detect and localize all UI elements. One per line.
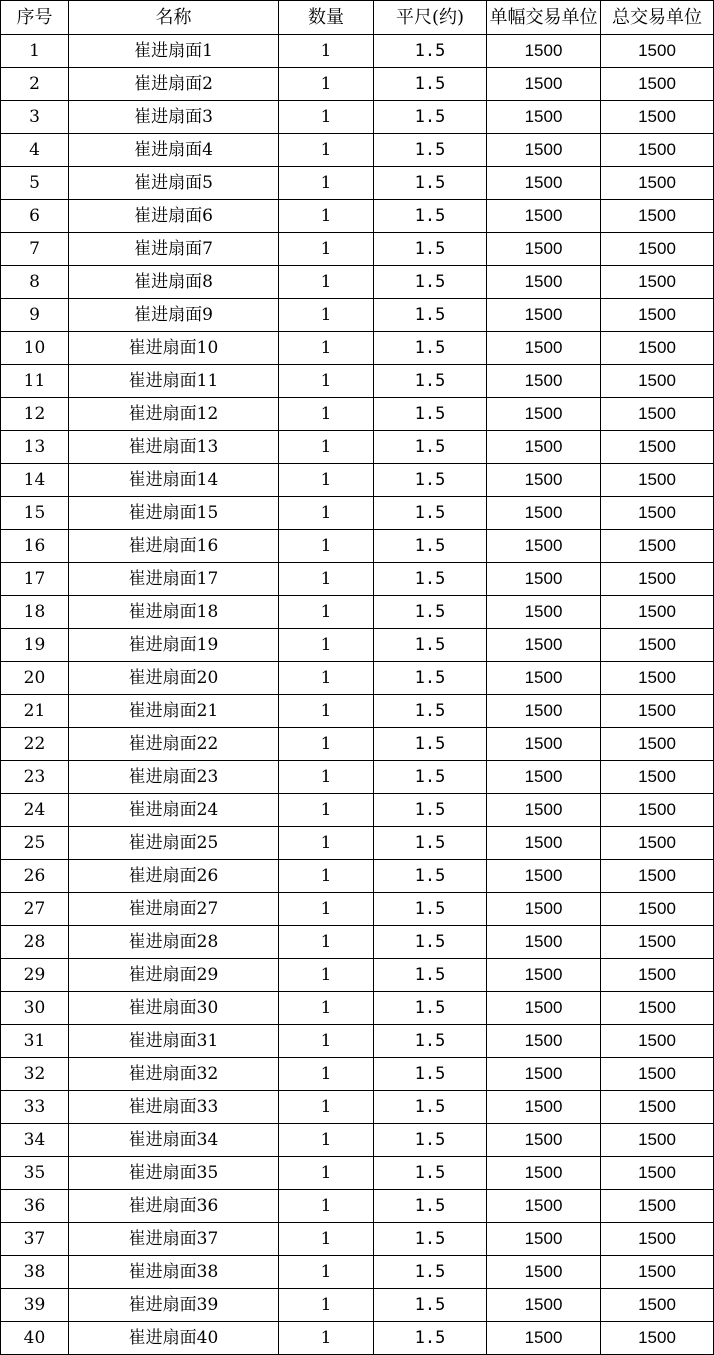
cell-quantity: 1 bbox=[279, 299, 374, 332]
cell-name: 崔进扇面21 bbox=[69, 695, 279, 728]
cell-total-price: 1500 bbox=[601, 695, 714, 728]
cell-size: 1.5 bbox=[374, 266, 487, 299]
table-row bbox=[1, 1025, 714, 1058]
cell-total-price: 1500 bbox=[601, 233, 714, 266]
cell-total-price: 1500 bbox=[601, 596, 714, 629]
cell-size: 1.5 bbox=[374, 233, 487, 266]
cell-name: 崔进扇面14 bbox=[69, 464, 279, 497]
cell-quantity: 1 bbox=[279, 893, 374, 926]
cell-seq: 1 bbox=[1, 35, 69, 68]
table-row bbox=[1, 464, 714, 497]
cell-total-price: 1500 bbox=[601, 167, 714, 200]
cell-unit-price: 1500 bbox=[487, 167, 601, 200]
cell-name: 崔进扇面33 bbox=[69, 1091, 279, 1124]
cell-name: 崔进扇面26 bbox=[69, 860, 279, 893]
table-row bbox=[1, 761, 714, 794]
cell-name: 崔进扇面18 bbox=[69, 596, 279, 629]
cell-seq: 23 bbox=[1, 761, 69, 794]
cell-seq: 39 bbox=[1, 1289, 69, 1322]
cell-name: 崔进扇面22 bbox=[69, 728, 279, 761]
table-row bbox=[1, 596, 714, 629]
cell-name: 崔进扇面1 bbox=[69, 35, 279, 68]
table-row bbox=[1, 827, 714, 860]
cell-quantity: 1 bbox=[279, 728, 374, 761]
cell-seq: 35 bbox=[1, 1157, 69, 1190]
cell-seq: 21 bbox=[1, 695, 69, 728]
cell-quantity: 1 bbox=[279, 992, 374, 1025]
table-row bbox=[1, 563, 714, 596]
cell-quantity: 1 bbox=[279, 233, 374, 266]
cell-total-price: 1500 bbox=[601, 1124, 714, 1157]
cell-total-price: 1500 bbox=[601, 200, 714, 233]
table-row bbox=[1, 101, 714, 134]
cell-unit-price: 1500 bbox=[487, 365, 601, 398]
cell-name: 崔进扇面27 bbox=[69, 893, 279, 926]
table-row bbox=[1, 695, 714, 728]
cell-size: 1.5 bbox=[374, 695, 487, 728]
cell-name: 崔进扇面31 bbox=[69, 1025, 279, 1058]
cell-size: 1.5 bbox=[374, 1190, 487, 1223]
cell-quantity: 1 bbox=[279, 365, 374, 398]
cell-size: 1.5 bbox=[374, 68, 487, 101]
cell-seq: 4 bbox=[1, 134, 69, 167]
cell-size: 1.5 bbox=[374, 1025, 487, 1058]
cell-unit-price: 1500 bbox=[487, 596, 601, 629]
cell-quantity: 1 bbox=[279, 794, 374, 827]
header-quantity: 数量 bbox=[279, 1, 374, 35]
cell-unit-price: 1500 bbox=[487, 101, 601, 134]
cell-quantity: 1 bbox=[279, 431, 374, 464]
cell-seq: 11 bbox=[1, 365, 69, 398]
cell-unit-price: 1500 bbox=[487, 1190, 601, 1223]
cell-unit-price: 1500 bbox=[487, 134, 601, 167]
cell-quantity: 1 bbox=[279, 827, 374, 860]
cell-name: 崔进扇面17 bbox=[69, 563, 279, 596]
cell-size: 1.5 bbox=[374, 926, 487, 959]
cell-seq: 19 bbox=[1, 629, 69, 662]
table-row bbox=[1, 299, 714, 332]
cell-total-price: 1500 bbox=[601, 761, 714, 794]
cell-total-price: 1500 bbox=[601, 662, 714, 695]
cell-size: 1.5 bbox=[374, 365, 487, 398]
cell-total-price: 1500 bbox=[601, 563, 714, 596]
header-unit-price: 单幅交易单位 bbox=[487, 1, 601, 35]
table-row bbox=[1, 134, 714, 167]
cell-unit-price: 1500 bbox=[487, 959, 601, 992]
table-body bbox=[1, 35, 714, 1355]
table-header-row bbox=[1, 1, 714, 35]
table-row bbox=[1, 497, 714, 530]
cell-unit-price: 1500 bbox=[487, 860, 601, 893]
cell-total-price: 1500 bbox=[601, 1058, 714, 1091]
cell-quantity: 1 bbox=[279, 629, 374, 662]
cell-unit-price: 1500 bbox=[487, 398, 601, 431]
cell-seq: 2 bbox=[1, 68, 69, 101]
cell-size: 1.5 bbox=[374, 1289, 487, 1322]
cell-total-price: 1500 bbox=[601, 959, 714, 992]
table-row bbox=[1, 893, 714, 926]
cell-unit-price: 1500 bbox=[487, 431, 601, 464]
cell-size: 1.5 bbox=[374, 1124, 487, 1157]
cell-name: 崔进扇面25 bbox=[69, 827, 279, 860]
cell-quantity: 1 bbox=[279, 1256, 374, 1289]
cell-unit-price: 1500 bbox=[487, 563, 601, 596]
cell-size: 1.5 bbox=[374, 1058, 487, 1091]
cell-size: 1.5 bbox=[374, 794, 487, 827]
cell-name: 崔进扇面23 bbox=[69, 761, 279, 794]
cell-size: 1.5 bbox=[374, 299, 487, 332]
cell-total-price: 1500 bbox=[601, 893, 714, 926]
cell-seq: 38 bbox=[1, 1256, 69, 1289]
table-row bbox=[1, 365, 714, 398]
cell-size: 1.5 bbox=[374, 1223, 487, 1256]
cell-quantity: 1 bbox=[279, 1289, 374, 1322]
cell-name: 崔进扇面7 bbox=[69, 233, 279, 266]
table-row bbox=[1, 266, 714, 299]
table-row bbox=[1, 530, 714, 563]
cell-quantity: 1 bbox=[279, 101, 374, 134]
cell-quantity: 1 bbox=[279, 596, 374, 629]
cell-size: 1.5 bbox=[374, 827, 487, 860]
cell-size: 1.5 bbox=[374, 464, 487, 497]
cell-size: 1.5 bbox=[374, 1157, 487, 1190]
cell-size: 1.5 bbox=[374, 563, 487, 596]
cell-unit-price: 1500 bbox=[487, 629, 601, 662]
table-row bbox=[1, 794, 714, 827]
cell-size: 1.5 bbox=[374, 860, 487, 893]
cell-quantity: 1 bbox=[279, 695, 374, 728]
cell-seq: 7 bbox=[1, 233, 69, 266]
cell-unit-price: 1500 bbox=[487, 1058, 601, 1091]
cell-unit-price: 1500 bbox=[487, 662, 601, 695]
cell-name: 崔进扇面36 bbox=[69, 1190, 279, 1223]
table-row bbox=[1, 728, 714, 761]
cell-total-price: 1500 bbox=[601, 431, 714, 464]
cell-total-price: 1500 bbox=[601, 464, 714, 497]
table-row bbox=[1, 431, 714, 464]
cell-quantity: 1 bbox=[279, 68, 374, 101]
table-row bbox=[1, 1058, 714, 1091]
cell-name: 崔进扇面24 bbox=[69, 794, 279, 827]
cell-seq: 37 bbox=[1, 1223, 69, 1256]
cell-total-price: 1500 bbox=[601, 530, 714, 563]
table-row bbox=[1, 992, 714, 1025]
cell-total-price: 1500 bbox=[601, 926, 714, 959]
cell-unit-price: 1500 bbox=[487, 266, 601, 299]
cell-total-price: 1500 bbox=[601, 1289, 714, 1322]
cell-seq: 9 bbox=[1, 299, 69, 332]
cell-quantity: 1 bbox=[279, 167, 374, 200]
cell-seq: 5 bbox=[1, 167, 69, 200]
cell-total-price: 1500 bbox=[601, 398, 714, 431]
cell-total-price: 1500 bbox=[601, 332, 714, 365]
cell-unit-price: 1500 bbox=[487, 1025, 601, 1058]
cell-total-price: 1500 bbox=[601, 101, 714, 134]
cell-unit-price: 1500 bbox=[487, 497, 601, 530]
cell-total-price: 1500 bbox=[601, 68, 714, 101]
cell-name: 崔进扇面28 bbox=[69, 926, 279, 959]
cell-name: 崔进扇面34 bbox=[69, 1124, 279, 1157]
cell-total-price: 1500 bbox=[601, 1157, 714, 1190]
cell-total-price: 1500 bbox=[601, 1091, 714, 1124]
cell-name: 崔进扇面11 bbox=[69, 365, 279, 398]
cell-name: 崔进扇面2 bbox=[69, 68, 279, 101]
cell-seq: 40 bbox=[1, 1322, 69, 1355]
cell-size: 1.5 bbox=[374, 893, 487, 926]
cell-quantity: 1 bbox=[279, 926, 374, 959]
table-row bbox=[1, 1223, 714, 1256]
table-row bbox=[1, 1256, 714, 1289]
table-row bbox=[1, 233, 714, 266]
cell-name: 崔进扇面12 bbox=[69, 398, 279, 431]
cell-quantity: 1 bbox=[279, 1091, 374, 1124]
cell-name: 崔进扇面38 bbox=[69, 1256, 279, 1289]
cell-name: 崔进扇面15 bbox=[69, 497, 279, 530]
cell-quantity: 1 bbox=[279, 761, 374, 794]
cell-total-price: 1500 bbox=[601, 134, 714, 167]
cell-quantity: 1 bbox=[279, 35, 374, 68]
cell-size: 1.5 bbox=[374, 332, 487, 365]
cell-name: 崔进扇面3 bbox=[69, 101, 279, 134]
cell-size: 1.5 bbox=[374, 959, 487, 992]
cell-unit-price: 1500 bbox=[487, 1322, 601, 1355]
cell-unit-price: 1500 bbox=[487, 827, 601, 860]
cell-seq: 32 bbox=[1, 1058, 69, 1091]
cell-total-price: 1500 bbox=[601, 1256, 714, 1289]
cell-quantity: 1 bbox=[279, 497, 374, 530]
cell-size: 1.5 bbox=[374, 629, 487, 662]
cell-total-price: 1500 bbox=[601, 827, 714, 860]
cell-size: 1.5 bbox=[374, 761, 487, 794]
cell-unit-price: 1500 bbox=[487, 761, 601, 794]
cell-quantity: 1 bbox=[279, 1190, 374, 1223]
cell-seq: 17 bbox=[1, 563, 69, 596]
cell-quantity: 1 bbox=[279, 200, 374, 233]
table-row bbox=[1, 167, 714, 200]
cell-quantity: 1 bbox=[279, 464, 374, 497]
cell-quantity: 1 bbox=[279, 563, 374, 596]
cell-size: 1.5 bbox=[374, 992, 487, 1025]
cell-seq: 27 bbox=[1, 893, 69, 926]
cell-unit-price: 1500 bbox=[487, 728, 601, 761]
cell-name: 崔进扇面16 bbox=[69, 530, 279, 563]
cell-name: 崔进扇面29 bbox=[69, 959, 279, 992]
cell-seq: 16 bbox=[1, 530, 69, 563]
cell-quantity: 1 bbox=[279, 1025, 374, 1058]
cell-total-price: 1500 bbox=[601, 728, 714, 761]
table-row bbox=[1, 1322, 714, 1355]
cell-unit-price: 1500 bbox=[487, 1157, 601, 1190]
cell-quantity: 1 bbox=[279, 959, 374, 992]
cell-seq: 22 bbox=[1, 728, 69, 761]
cell-name: 崔进扇面19 bbox=[69, 629, 279, 662]
cell-quantity: 1 bbox=[279, 530, 374, 563]
cell-seq: 8 bbox=[1, 266, 69, 299]
cell-quantity: 1 bbox=[279, 662, 374, 695]
cell-size: 1.5 bbox=[374, 431, 487, 464]
cell-unit-price: 1500 bbox=[487, 794, 601, 827]
cell-total-price: 1500 bbox=[601, 1322, 714, 1355]
cell-name: 崔进扇面10 bbox=[69, 332, 279, 365]
cell-quantity: 1 bbox=[279, 266, 374, 299]
table-row bbox=[1, 1289, 714, 1322]
cell-total-price: 1500 bbox=[601, 266, 714, 299]
cell-size: 1.5 bbox=[374, 662, 487, 695]
cell-name: 崔进扇面30 bbox=[69, 992, 279, 1025]
cell-size: 1.5 bbox=[374, 398, 487, 431]
cell-quantity: 1 bbox=[279, 860, 374, 893]
cell-total-price: 1500 bbox=[601, 1190, 714, 1223]
cell-total-price: 1500 bbox=[601, 860, 714, 893]
header-seq: 序号 bbox=[1, 1, 69, 35]
table-row bbox=[1, 860, 714, 893]
cell-total-price: 1500 bbox=[601, 1025, 714, 1058]
cell-unit-price: 1500 bbox=[487, 200, 601, 233]
cell-total-price: 1500 bbox=[601, 365, 714, 398]
cell-unit-price: 1500 bbox=[487, 926, 601, 959]
cell-quantity: 1 bbox=[279, 1157, 374, 1190]
cell-seq: 10 bbox=[1, 332, 69, 365]
header-total-price: 总交易单位 bbox=[601, 1, 714, 35]
cell-size: 1.5 bbox=[374, 101, 487, 134]
cell-name: 崔进扇面6 bbox=[69, 200, 279, 233]
cell-unit-price: 1500 bbox=[487, 1223, 601, 1256]
table-row bbox=[1, 1190, 714, 1223]
cell-size: 1.5 bbox=[374, 1322, 487, 1355]
cell-size: 1.5 bbox=[374, 530, 487, 563]
cell-total-price: 1500 bbox=[601, 629, 714, 662]
cell-name: 崔进扇面20 bbox=[69, 662, 279, 695]
table-row bbox=[1, 68, 714, 101]
cell-seq: 12 bbox=[1, 398, 69, 431]
cell-name: 崔进扇面40 bbox=[69, 1322, 279, 1355]
cell-seq: 36 bbox=[1, 1190, 69, 1223]
cell-name: 崔进扇面37 bbox=[69, 1223, 279, 1256]
cell-total-price: 1500 bbox=[601, 794, 714, 827]
cell-size: 1.5 bbox=[374, 200, 487, 233]
table-row bbox=[1, 1157, 714, 1190]
cell-size: 1.5 bbox=[374, 167, 487, 200]
cell-total-price: 1500 bbox=[601, 1223, 714, 1256]
cell-name: 崔进扇面5 bbox=[69, 167, 279, 200]
table-row bbox=[1, 200, 714, 233]
cell-size: 1.5 bbox=[374, 35, 487, 68]
cell-unit-price: 1500 bbox=[487, 68, 601, 101]
cell-quantity: 1 bbox=[279, 134, 374, 167]
cell-name: 崔进扇面4 bbox=[69, 134, 279, 167]
cell-seq: 20 bbox=[1, 662, 69, 695]
table-row bbox=[1, 332, 714, 365]
cell-total-price: 1500 bbox=[601, 299, 714, 332]
cell-size: 1.5 bbox=[374, 134, 487, 167]
table-row bbox=[1, 1091, 714, 1124]
cell-seq: 3 bbox=[1, 101, 69, 134]
cell-seq: 15 bbox=[1, 497, 69, 530]
cell-unit-price: 1500 bbox=[487, 530, 601, 563]
cell-unit-price: 1500 bbox=[487, 695, 601, 728]
cell-unit-price: 1500 bbox=[487, 992, 601, 1025]
cell-unit-price: 1500 bbox=[487, 464, 601, 497]
cell-unit-price: 1500 bbox=[487, 233, 601, 266]
table-row bbox=[1, 959, 714, 992]
table-row bbox=[1, 398, 714, 431]
cell-quantity: 1 bbox=[279, 1058, 374, 1091]
header-size: 平尺(约) bbox=[374, 1, 487, 35]
cell-unit-price: 1500 bbox=[487, 332, 601, 365]
cell-seq: 25 bbox=[1, 827, 69, 860]
cell-quantity: 1 bbox=[279, 1322, 374, 1355]
table-row bbox=[1, 662, 714, 695]
cell-seq: 26 bbox=[1, 860, 69, 893]
cell-size: 1.5 bbox=[374, 728, 487, 761]
cell-total-price: 1500 bbox=[601, 35, 714, 68]
cell-seq: 34 bbox=[1, 1124, 69, 1157]
cell-name: 崔进扇面35 bbox=[69, 1157, 279, 1190]
cell-unit-price: 1500 bbox=[487, 1289, 601, 1322]
cell-quantity: 1 bbox=[279, 332, 374, 365]
cell-seq: 13 bbox=[1, 431, 69, 464]
header-name: 名称 bbox=[69, 1, 279, 35]
cell-unit-price: 1500 bbox=[487, 893, 601, 926]
cell-name: 崔进扇面32 bbox=[69, 1058, 279, 1091]
cell-quantity: 1 bbox=[279, 1223, 374, 1256]
cell-unit-price: 1500 bbox=[487, 299, 601, 332]
cell-name: 崔进扇面8 bbox=[69, 266, 279, 299]
cell-unit-price: 1500 bbox=[487, 1256, 601, 1289]
cell-seq: 18 bbox=[1, 596, 69, 629]
cell-total-price: 1500 bbox=[601, 992, 714, 1025]
cell-name: 崔进扇面9 bbox=[69, 299, 279, 332]
table-row bbox=[1, 35, 714, 68]
cell-seq: 30 bbox=[1, 992, 69, 1025]
cell-seq: 28 bbox=[1, 926, 69, 959]
cell-name: 崔进扇面39 bbox=[69, 1289, 279, 1322]
cell-unit-price: 1500 bbox=[487, 35, 601, 68]
cell-size: 1.5 bbox=[374, 1091, 487, 1124]
cell-quantity: 1 bbox=[279, 398, 374, 431]
cell-unit-price: 1500 bbox=[487, 1091, 601, 1124]
cell-name: 崔进扇面13 bbox=[69, 431, 279, 464]
cell-seq: 29 bbox=[1, 959, 69, 992]
cell-quantity: 1 bbox=[279, 1124, 374, 1157]
cell-seq: 24 bbox=[1, 794, 69, 827]
cell-seq: 6 bbox=[1, 200, 69, 233]
table-row bbox=[1, 629, 714, 662]
cell-seq: 33 bbox=[1, 1091, 69, 1124]
cell-unit-price: 1500 bbox=[487, 1124, 601, 1157]
table-row bbox=[1, 926, 714, 959]
cell-seq: 14 bbox=[1, 464, 69, 497]
cell-total-price: 1500 bbox=[601, 497, 714, 530]
table-row bbox=[1, 1124, 714, 1157]
cell-size: 1.5 bbox=[374, 596, 487, 629]
cell-seq: 31 bbox=[1, 1025, 69, 1058]
cell-size: 1.5 bbox=[374, 497, 487, 530]
cell-size: 1.5 bbox=[374, 1256, 487, 1289]
